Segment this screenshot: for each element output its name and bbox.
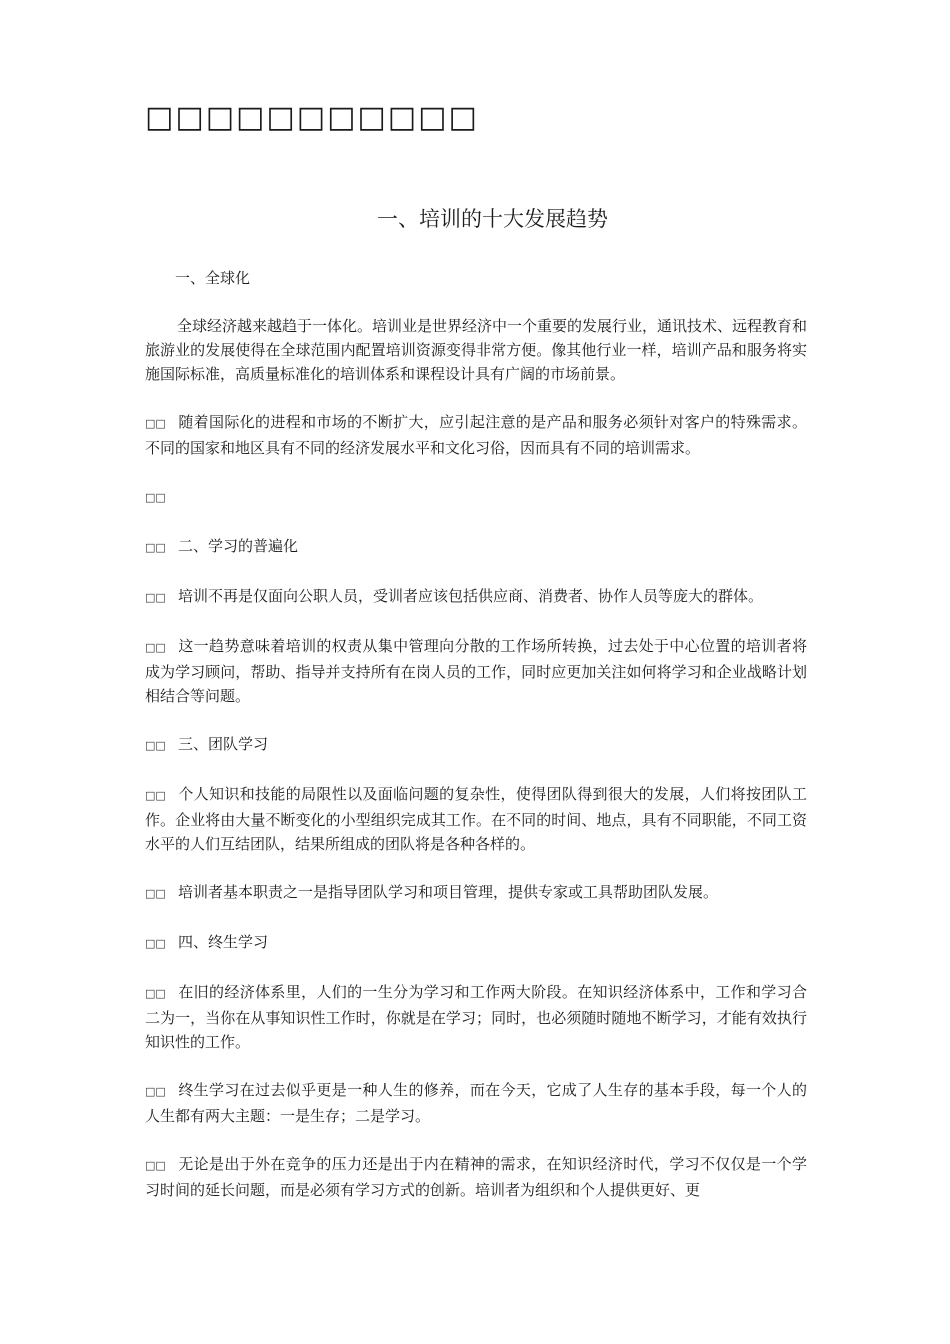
paragraph-text: 随着国际化的进程和市场的不断扩大，应引起注意的是产品和服务必须针对客户的特殊需求。不同的国家和地区具有不同的经济发展水平和文化习俗，因而具有不同的培训需求。: [145, 413, 807, 457]
heading-paragraph: [145, 266, 807, 290]
body-paragraph: [145, 634, 807, 708]
document-title: □□□□□□□□□□□: [145, 100, 479, 135]
body-paragraph: [145, 930, 807, 956]
paragraph-text: 在旧的经济体系里，人们的一生分为学习和工作两大阶段。在知识经济体系中，工作和学习合二为一，当你在从事知识性工作时，你就是在学习；同时，也必须随时随地不断学习，才能有效执行知识性的工作。: [145, 983, 807, 1051]
document-body: [145, 266, 807, 1226]
missing-glyph-marker: □□: [145, 887, 166, 900]
missing-glyph-marker: □□: [145, 789, 166, 802]
missing-glyph-marker: □□: [145, 641, 166, 654]
body-paragraph: [145, 410, 807, 460]
body-paragraph: [145, 880, 807, 906]
body-paragraph: [145, 782, 807, 856]
body-paragraph: [145, 484, 807, 510]
paragraph-text: 个人知识和技能的局限性以及面临问题的复杂性，使得团队得到很大的发展，人们将按团队工作。企业将由大量不断变化的小型组织完成其工作。在不同的时间、地点，具有不同职能，不同工资水平的人们互结团队，结果所组成的团队将是各种各样的。: [145, 785, 807, 853]
paragraph-text: 终生学习在过去似乎更是一种人生的修养，而在今天，它成了人生存的基本手段，每一个人的人生都有两大主题：一是生存；二是学习。: [145, 1081, 807, 1125]
missing-glyph-marker: □□: [145, 1159, 166, 1172]
paragraph-text: 一、全球化: [175, 269, 251, 287]
missing-glyph-marker: □□: [145, 987, 166, 1000]
paragraph-text: 无论是出于外在竞争的压力还是出于内在精神的需求，在知识经济时代，学习不仅仅是一个学习时间的延长问题，而是必须有学习方式的创新。培训者为组织和个人提供更好、更: [145, 1155, 807, 1199]
missing-glyph-marker: □□: [145, 937, 166, 950]
paragraph-text: 全球经济越来越趋于一体化。培训业是世界经济中一个重要的发展行业，通讯技术、远程教育和旅游业的发展使得在全球范围内配置培训资源变得非常方便。像其他行业一样，培训产品和服务将实施国际标准，高质量标准化的培训体系和课程设计具有广阔的市场前景。: [145, 317, 808, 383]
missing-glyph-marker: □□: [145, 491, 166, 504]
paragraph-text: 培训者基本职责之一是指导团队学习和项目管理，提供专家或工具帮助团队发展。: [178, 883, 719, 901]
missing-glyph-marker: □□: [145, 1085, 166, 1098]
body-paragraph: [145, 314, 807, 386]
body-paragraph: [145, 584, 807, 610]
paragraph-text: 四、终生学习: [178, 933, 269, 951]
body-paragraph: [145, 1078, 807, 1128]
body-paragraph: [145, 980, 807, 1054]
missing-glyph-marker: □□: [145, 417, 166, 430]
missing-glyph-marker: □□: [145, 541, 166, 554]
section-title: 一、培训的十大发展趋势: [377, 207, 608, 231]
body-paragraph: [145, 732, 807, 758]
missing-glyph-marker: □□: [145, 739, 166, 752]
body-paragraph: [145, 1152, 807, 1202]
missing-glyph-marker: □□: [145, 591, 166, 604]
body-paragraph: [145, 534, 807, 560]
paragraph-text: 三、团队学习: [178, 735, 269, 753]
paragraph-text: 这一趋势意味着培训的权责从集中管理向分散的工作场所转换，过去处于中心位置的培训者将成为学习顾问，帮助、指导并支持所有在岗人员的工作，同时应更加关注如何将学习和企业战略计划相结合等问题。: [145, 637, 807, 705]
paragraph-text: 二、学习的普遍化: [178, 537, 299, 555]
paragraph-text: 培训不再是仅面向公职人员，受训者应该包括供应商、消费者、协作人员等庞大的群体。: [178, 587, 764, 605]
